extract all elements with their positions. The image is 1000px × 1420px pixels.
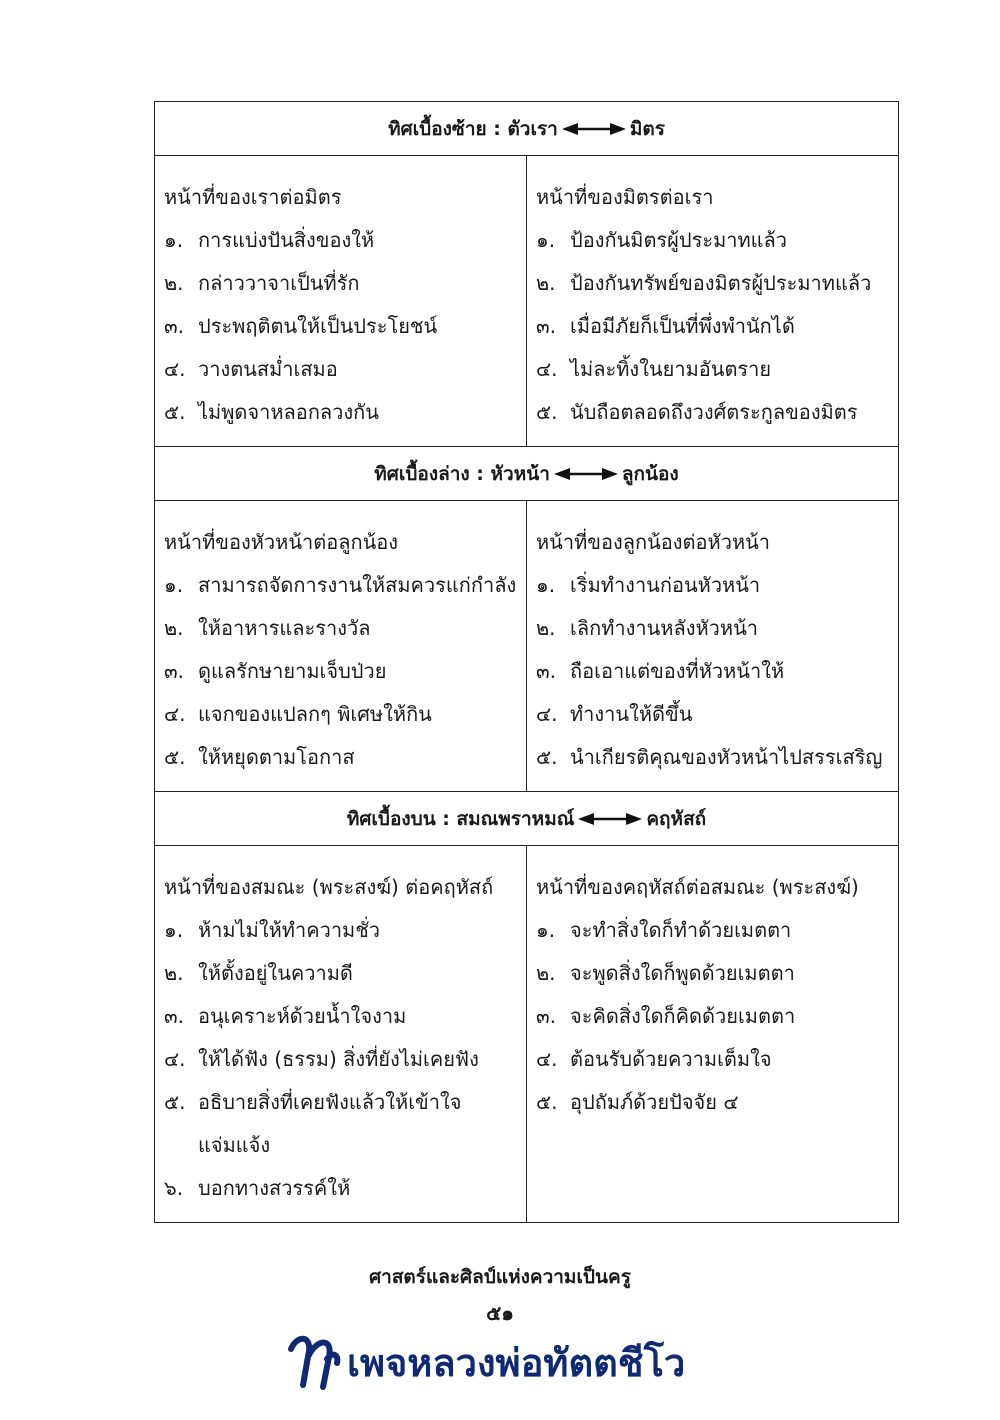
list-item — [536, 262, 898, 305]
item-text: ถือเอาแต่ของที่หัวหน้าให้ — [570, 659, 785, 683]
list-item — [536, 650, 898, 693]
item-text: อธิบายสิ่งที่เคยฟังแล้วให้เข้าใจแจ่มแจ้ง — [198, 1090, 462, 1157]
item-number: ๕. — [536, 1090, 558, 1114]
header-left-text: ทิศเบื้องล่าง : หัวหน้า — [374, 462, 550, 485]
list-item — [164, 995, 526, 1038]
duties-column-right — [527, 501, 899, 792]
section-header-row — [155, 792, 899, 846]
section-header — [155, 447, 899, 501]
item-number: ๓. — [164, 1004, 185, 1028]
list-item — [164, 305, 526, 348]
item-text: ป้องกันมิตรผู้ประมาทแล้ว — [570, 228, 788, 252]
list-item — [536, 736, 898, 779]
item-text: นับถือตลอดถึงวงศ์ตระกูลของมิตร — [570, 400, 858, 424]
list-item — [164, 1081, 526, 1167]
item-number: ๔. — [164, 702, 186, 726]
item-number: ๒. — [536, 961, 556, 985]
item-text: จะทำสิ่งใดก็ทำด้วยเมตตา — [570, 918, 792, 942]
header-left-text: ทิศเบื้องบน : สมณพราหมณ์ — [346, 807, 575, 830]
list-item — [536, 1038, 898, 1081]
list-item — [164, 693, 526, 736]
list-item — [536, 693, 898, 736]
item-number: ๒. — [164, 271, 184, 295]
column-title: หน้าที่ของคฤหัสถ์ต่อสมณะ (พระสงฆ์) — [536, 875, 859, 899]
header-right-text: มิตร — [629, 117, 665, 140]
column-title: หน้าที่ของมิตรต่อเรา — [536, 185, 714, 209]
list-item — [164, 391, 526, 434]
header-right-text: คฤหัสถ์ — [646, 807, 707, 830]
item-number: ๔. — [536, 1047, 558, 1071]
item-number: ๑. — [164, 573, 184, 597]
list-item — [164, 736, 526, 779]
item-number: ๓. — [164, 659, 185, 683]
footer-title: ศาสตร์และศิลป์แห่งความเป็นครู — [369, 1266, 631, 1288]
list-item — [164, 219, 526, 262]
item-number: ๓. — [164, 314, 185, 338]
list-item — [164, 952, 526, 995]
list-item — [164, 262, 526, 305]
item-number: ๑. — [536, 918, 556, 942]
item-number: ๑. — [536, 228, 556, 252]
section-header-row — [155, 447, 899, 501]
item-text: ให้ตั้งอยู่ในความดี — [198, 961, 353, 985]
item-number: ๑. — [164, 918, 184, 942]
duties-column-left — [155, 501, 527, 792]
double-arrow-icon — [578, 812, 642, 826]
double-arrow-icon — [554, 467, 618, 481]
duties-column-right — [527, 156, 899, 447]
item-number: ๓. — [536, 314, 557, 338]
list-item — [536, 564, 898, 607]
item-number: ๕. — [164, 745, 186, 769]
item-text: จะพูดสิ่งใดก็พูดด้วยเมตตา — [570, 961, 795, 985]
item-number: ๑. — [164, 228, 184, 252]
item-number: ๔. — [536, 357, 558, 381]
item-text: ประพฤติตนให้เป็นประโยชน์ — [198, 314, 438, 338]
list-item — [536, 391, 898, 434]
column-title: หน้าที่ของลูกน้องต่อหัวหน้า — [536, 530, 771, 554]
section-body-row — [155, 846, 899, 1223]
item-text: ให้ได้ฟัง (ธรรม) สิ่งที่ยังไม่เคยฟัง — [198, 1047, 479, 1071]
brand-text: เพจหลวงพ่อทัตตชีโว — [347, 1340, 686, 1385]
item-text: เลิกทำงานหลังหัวหน้า — [570, 616, 758, 640]
item-text: ทำงานให้ดีขึ้น — [570, 702, 693, 726]
list-item — [164, 1167, 526, 1210]
item-text: ป้องกันทรัพย์ของมิตรผู้ประมาทแล้ว — [570, 271, 872, 295]
item-text: บอกทางสวรรค์ให้ — [198, 1176, 351, 1200]
item-text: เมื่อมีภัยก็เป็นที่พึ่งพำนักได้ — [570, 314, 795, 338]
double-arrow-icon — [562, 122, 626, 136]
duties-column-left — [155, 156, 527, 447]
brand-mark-icon — [283, 1329, 343, 1395]
item-text: จะคิดสิ่งใดก็คิดด้วยเมตตา — [570, 1004, 796, 1028]
column-title: หน้าที่ของเราต่อมิตร — [164, 185, 342, 209]
column-title: หน้าที่ของหัวหน้าต่อลูกน้อง — [164, 530, 399, 554]
item-text: ดูแลรักษายามเจ็บป่วย — [198, 659, 387, 683]
item-text: วางตนสม่ำเสมอ — [198, 357, 338, 381]
list-item — [536, 909, 898, 952]
item-number: ๕. — [536, 400, 558, 424]
duties-column-left — [155, 846, 527, 1223]
item-text: ไม่พูดจาหลอกลวงกัน — [198, 400, 379, 424]
section-header — [155, 792, 899, 846]
item-number: ๒. — [164, 616, 184, 640]
list-item — [164, 650, 526, 693]
item-text: อุปถัมภ์ด้วยปัจจัย ๔ — [570, 1090, 739, 1114]
duties-column-right — [527, 846, 899, 1223]
item-text: แจกของแปลกๆ พิเศษให้กิน — [198, 702, 432, 726]
list-item — [536, 305, 898, 348]
item-text: เริ่มทำงานก่อนหัวหน้า — [570, 573, 761, 597]
header-left-text: ทิศเบื้องซ้าย : ตัวเรา — [388, 117, 558, 140]
list-item — [536, 607, 898, 650]
directions-table — [154, 101, 899, 1223]
item-text: สามารถจัดการงานให้สมควรแก่กำลัง — [198, 573, 517, 597]
item-text: อนุเคราะห์ด้วยน้ำใจงาม — [198, 1004, 407, 1028]
item-number: ๑. — [536, 573, 556, 597]
list-item — [164, 1038, 526, 1081]
item-number: ๕. — [536, 745, 558, 769]
list-item — [536, 952, 898, 995]
section-header — [155, 102, 899, 156]
list-item — [536, 348, 898, 391]
item-number: ๓. — [536, 659, 557, 683]
page-number: ๕๑ — [486, 1301, 514, 1325]
column-title: หน้าที่ของสมณะ (พระสงฆ์) ต่อคฤหัสถ์ — [164, 875, 494, 899]
list-item — [536, 219, 898, 262]
list-item — [164, 348, 526, 391]
item-number: ๓. — [536, 1004, 557, 1028]
item-text: กล่าววาจาเป็นที่รัก — [198, 271, 360, 295]
list-item — [536, 1081, 898, 1124]
list-item — [164, 909, 526, 952]
item-text: ให้อาหารและรางวัล — [198, 616, 371, 640]
item-text: ต้อนรับด้วยความเต็มใจ — [570, 1047, 772, 1071]
item-number: ๔. — [164, 1047, 186, 1071]
section-body-row — [155, 501, 899, 792]
section-header-row — [155, 102, 899, 156]
list-item — [536, 995, 898, 1038]
item-text: ห้ามไม่ให้ทำความชั่ว — [198, 918, 381, 942]
list-item — [164, 564, 526, 607]
list-item — [164, 607, 526, 650]
item-number: ๒. — [164, 961, 184, 985]
item-text: การแบ่งปันสิ่งของให้ — [198, 228, 375, 252]
brand-logo — [283, 1327, 685, 1397]
section-body-row — [155, 156, 899, 447]
item-text: นำเกียรติคุณของหัวหน้าไปสรรเสริญ — [570, 745, 883, 769]
item-number: ๕. — [164, 400, 186, 424]
item-number: ๒. — [536, 271, 556, 295]
item-text: ไม่ละทิ้งในยามอันตราย — [570, 357, 772, 381]
item-number: ๕. — [164, 1090, 186, 1114]
item-number: ๒. — [536, 616, 556, 640]
header-right-text: ลูกน้อง — [621, 462, 679, 485]
item-number: ๔. — [536, 702, 558, 726]
item-number: ๔. — [164, 357, 186, 381]
item-text: ให้หยุดตามโอกาส — [198, 745, 355, 769]
item-number: ๖. — [164, 1176, 184, 1200]
